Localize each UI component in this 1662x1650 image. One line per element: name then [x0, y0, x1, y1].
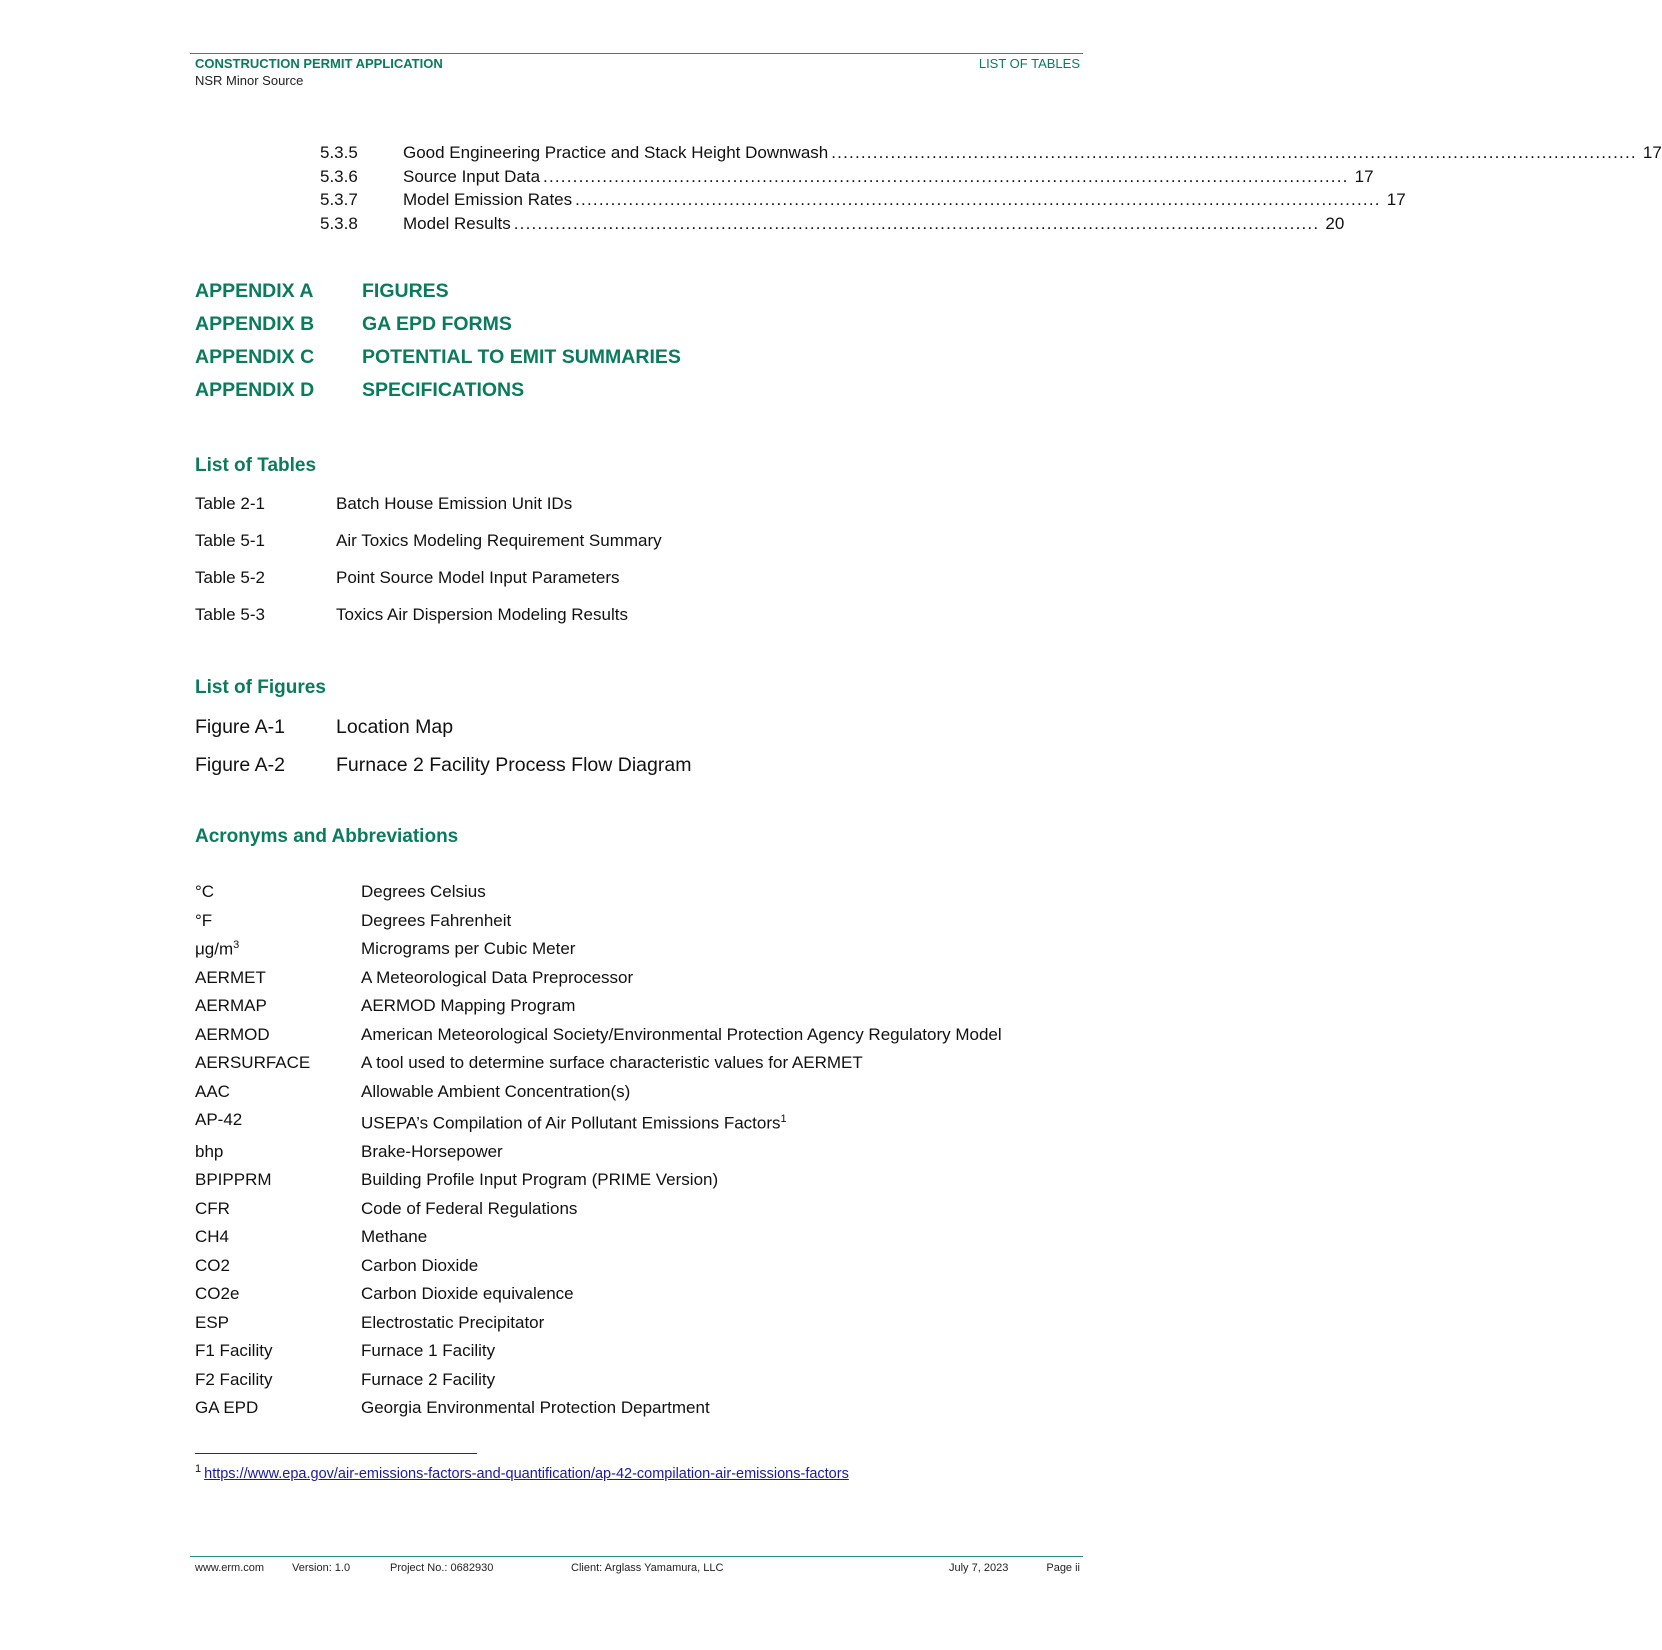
appendix-label: APPENDIX A [195, 280, 314, 302]
acronym-definition: Electrostatic Precipitator [361, 1312, 545, 1332]
acronym-term: F2 Facility [195, 1369, 273, 1389]
table-label: Table 5-1 [195, 531, 265, 550]
figure-label: Figure A-2 [195, 754, 285, 776]
footer-website: www.erm.com [195, 1562, 265, 1574]
acronym-term-base: μg/m [195, 939, 234, 959]
table-title: Point Source Model Input Parameters [336, 568, 620, 587]
acronym-term: AERMOD [195, 1024, 270, 1044]
table-of-contents [320, 143, 1662, 237]
appendix-label: APPENDIX D [195, 379, 315, 401]
acronym-term: GA EPD [195, 1398, 259, 1417]
acronym-row [195, 1170, 1002, 1199]
acronym-row [195, 1110, 1002, 1142]
acronym-term: AERMAP [195, 996, 267, 1015]
acronym-definition: Building Profile Input Program (PRIME Version) [361, 1170, 719, 1189]
table-entry[interactable] [195, 494, 662, 531]
acronym-row [195, 1284, 1002, 1313]
footnote-reference[interactable]: 1 [780, 1113, 787, 1125]
footnote-rule [195, 1453, 477, 1454]
acronym-term: CO2e [195, 1284, 240, 1303]
footnote [195, 1463, 849, 1482]
appendix-title: GA EPD FORMS [362, 313, 512, 335]
acronym-row [195, 1082, 1002, 1111]
acronym-definition: American Meteorological Society/Environmental Protection Agency Regulatory Model [361, 1024, 1002, 1044]
appendix-title: POTENTIAL TO EMIT SUMMARIES [362, 346, 681, 368]
acronym-row [195, 1227, 1002, 1256]
acronym-definition: Degrees Fahrenheit [361, 910, 512, 930]
acronym-row [195, 1313, 1002, 1342]
appendix-entry[interactable] [195, 379, 681, 412]
superscript: 3 [233, 939, 240, 951]
footnote-marker: 1 [195, 1463, 202, 1475]
acronym-term: CFR [195, 1198, 230, 1218]
document-subtitle: NSR Minor Source [195, 73, 304, 88]
list-of-figures [195, 716, 691, 792]
footnote-link[interactable]: https://www.epa.gov/air-emissions-factors-and-quantification/ap-42-compilation-air-emissions-factors [204, 1466, 849, 1482]
toc-title: Model Results [403, 213, 511, 233]
acronym-definition [361, 1110, 787, 1142]
acronym-row [195, 1256, 1002, 1285]
acronym-term: ESP [195, 1312, 230, 1332]
document-title: CONSTRUCTION PERMIT APPLICATION [195, 56, 443, 71]
acronym-definition: Carbon Dioxide equivalence [361, 1284, 574, 1303]
appendix-label: APPENDIX C [195, 346, 315, 368]
acronym-term: CO2 [195, 1255, 230, 1275]
footer-date: July 7, 2023 [949, 1562, 1009, 1574]
acronym-definition: Carbon Dioxide [361, 1255, 479, 1275]
figure-entry[interactable] [195, 716, 691, 754]
acronym-row [195, 1341, 1002, 1370]
acronym-definition: Degrees Celsius [361, 882, 486, 901]
toc-entry[interactable] [320, 166, 1374, 191]
figure-entry[interactable] [195, 754, 691, 792]
toc-leader: ........................................................................................................................................ [543, 166, 1349, 186]
toc-title: Good Engineering Practice and Stack Height Downwash [403, 143, 829, 162]
acronym-definition: A Meteorological Data Preprocessor [361, 967, 634, 987]
figure-title: Furnace 2 Facility Process Flow Diagram [336, 754, 692, 776]
acronym-row [195, 1142, 1002, 1171]
acronym-definition: Furnace 2 Facility [361, 1369, 496, 1389]
toc-title: Model Emission Rates [403, 190, 573, 209]
footer-page-number: Page ii [1046, 1562, 1080, 1574]
acronym-row [195, 1370, 1002, 1399]
acronym-row [195, 1025, 1002, 1054]
table-entry[interactable] [195, 531, 662, 568]
appendix-title: SPECIFICATIONS [362, 379, 525, 401]
acronym-row [195, 968, 1002, 997]
acronym-term: AERSURFACE [195, 1053, 311, 1072]
toc-number: 5.3.8 [320, 213, 358, 233]
toc-leader: ........................................................................................................................................ [575, 190, 1381, 209]
acronym-definition: Brake-Horsepower [361, 1141, 503, 1161]
acronym-row [195, 1398, 1002, 1427]
appendix-list [195, 280, 681, 412]
acronym-definition: A tool used to determine surface characteristic values for AERMET [361, 1053, 863, 1072]
acronym-row [195, 1199, 1002, 1228]
footer-client: Client: Arglass Yamamura, LLC [571, 1562, 724, 1574]
toc-page: 20 [1325, 213, 1345, 233]
acronym-definition: Allowable Ambient Concentration(s) [361, 1081, 631, 1101]
acronym-row [195, 939, 1002, 968]
footer-version: Version: 1.0 [292, 1562, 351, 1574]
acronym-definition: Micrograms per Cubic Meter [361, 939, 576, 958]
acronym-term: BPIPPRM [195, 1170, 272, 1189]
acronym-definition: Methane [361, 1227, 428, 1246]
toc-number: 5.3.5 [320, 143, 358, 162]
table-title: Toxics Air Dispersion Modeling Results [336, 605, 628, 624]
acronym-term: AP-42 [195, 1110, 243, 1129]
list-of-figures-heading: List of Figures [195, 677, 326, 698]
table-label: Table 5-3 [195, 605, 265, 624]
table-title: Batch House Emission Unit IDs [336, 494, 573, 513]
toc-entry[interactable] [320, 190, 1406, 214]
footer-rule [190, 1556, 1083, 1557]
acronym-row [195, 996, 1002, 1025]
table-label: Table 2-1 [195, 494, 265, 513]
toc-number: 5.3.6 [320, 166, 358, 186]
acronym-term: °C [195, 882, 215, 901]
acronym-definition: Code of Federal Regulations [361, 1198, 578, 1218]
table-label: Table 5-2 [195, 568, 265, 587]
acronym-term: F1 Facility [195, 1341, 273, 1360]
appendix-label: APPENDIX B [195, 313, 315, 335]
section-name: LIST OF TABLES [978, 56, 1080, 71]
acronym-row [195, 911, 1002, 940]
toc-entry[interactable] [320, 213, 1345, 238]
figure-title: Location Map [336, 716, 454, 738]
acronym-term [195, 939, 361, 968]
toc-leader: ........................................................................................................................................ [513, 213, 1320, 233]
acronym-term: AERMET [195, 967, 266, 987]
acronym-row [195, 1053, 1002, 1082]
toc-number: 5.3.7 [320, 190, 358, 209]
acronyms-heading: Acronyms and Abbreviations [195, 826, 459, 847]
acronym-definition: Georgia Environmental Protection Department [361, 1398, 710, 1417]
toc-title: Source Input Data [403, 166, 541, 186]
acronym-term: °F [195, 910, 213, 930]
toc-page: 17 [1642, 143, 1662, 162]
table-title: Air Toxics Modeling Requirement Summary [336, 531, 662, 550]
acronym-term: AAC [195, 1081, 230, 1101]
acronym-list [195, 882, 1002, 1427]
figure-label: Figure A-1 [195, 716, 285, 738]
appendix-title: FIGURES [362, 280, 449, 302]
footer-project: Project No.: 0682930 [390, 1562, 494, 1574]
appendix-entry[interactable] [195, 346, 681, 379]
acronym-row [195, 882, 1002, 911]
list-of-tables [195, 494, 662, 642]
appendix-entry[interactable] [195, 280, 681, 313]
toc-leader: ........................................................................................................................................ [831, 143, 1637, 162]
toc-entry[interactable] [320, 143, 1662, 167]
toc-page: 17 [1386, 190, 1406, 209]
header-rule [190, 53, 1083, 54]
table-entry[interactable] [195, 605, 662, 642]
toc-page: 17 [1354, 166, 1374, 186]
table-entry[interactable] [195, 568, 662, 605]
acronym-term: bhp [195, 1141, 224, 1161]
acronym-term: CH4 [195, 1227, 230, 1246]
acronym-definition-text: USEPA’s Compilation of Air Pollutant Emissions Factors [361, 1113, 781, 1133]
acronym-definition: Furnace 1 Facility [361, 1341, 496, 1360]
acronym-definition: AERMOD Mapping Program [361, 996, 576, 1015]
list-of-tables-heading: List of Tables [195, 455, 317, 476]
appendix-entry[interactable] [195, 313, 681, 346]
